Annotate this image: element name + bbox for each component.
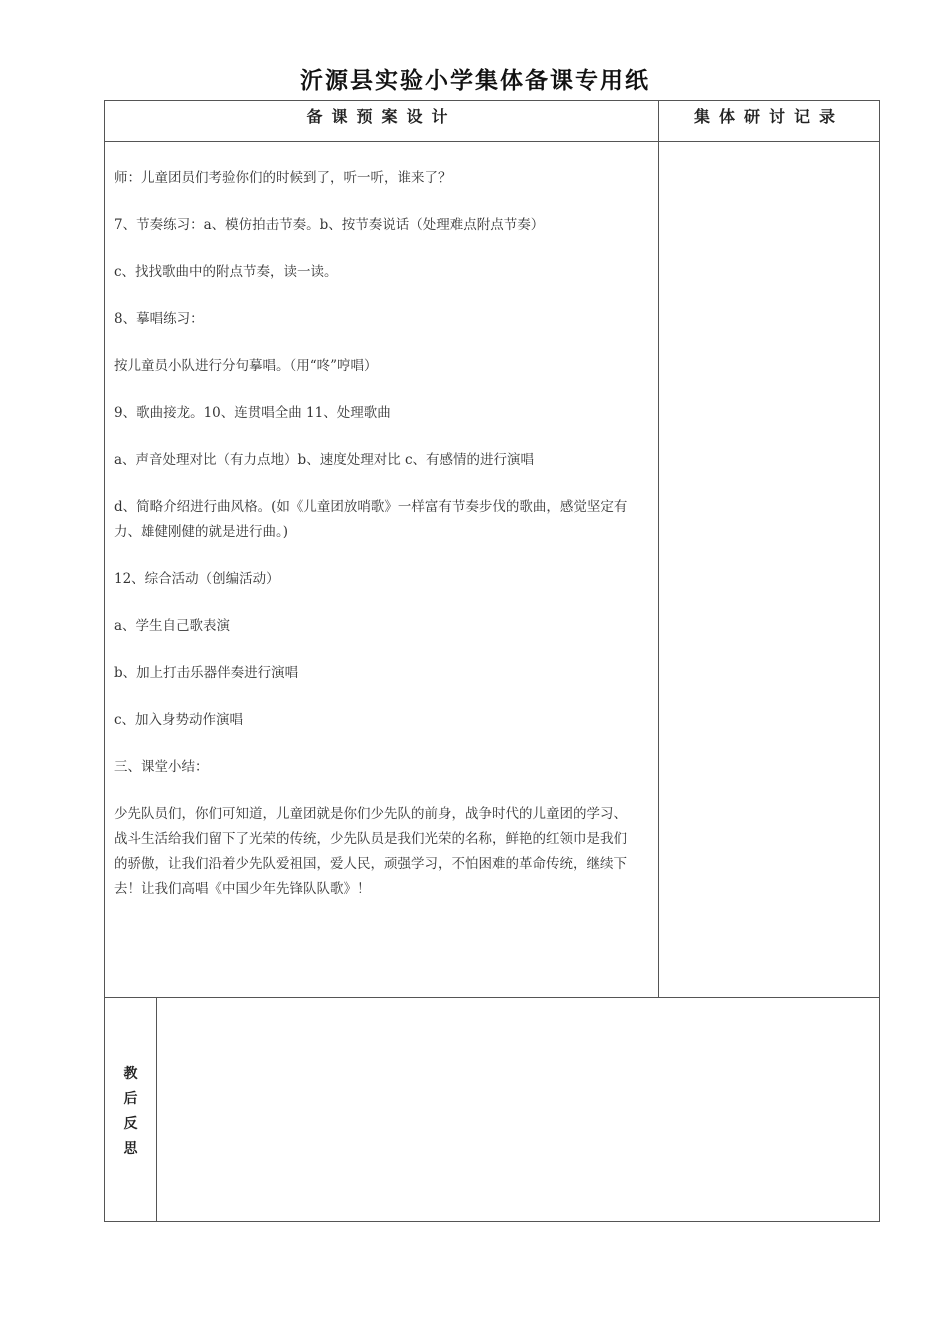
header-group-discussion-record: 集体研讨记录 — [693, 107, 844, 126]
content-paragraph: 按儿童员小队进行分句摹唱。（用“咚”哼唱） — [114, 358, 378, 374]
discussion-record-area — [659, 142, 879, 997]
content-paragraph: 师：儿童团员们考验你们的时候到了，听一听，谁来了？ — [114, 170, 452, 186]
content-paragraph: 三、课堂小结： — [114, 759, 209, 775]
content-paragraph: c、找找歌曲中的附点节奏，读一读。 — [114, 264, 338, 280]
lesson-plan-content — [114, 166, 630, 924]
content-paragraph: a、声音处理对比（有力点地）b、速度处理对比 c、有感情的进行演唱 — [114, 452, 535, 468]
content-paragraph: 7、节奏练习：a、模仿拍击节奏。b、按节奏说话（处理难点附点节奏） — [114, 217, 545, 233]
reflection-label-char: 教 — [123, 1066, 138, 1082]
reflection-label-char: 后 — [123, 1091, 138, 1107]
reflection-label-char: 思 — [123, 1141, 138, 1157]
reflection-label-char: 反 — [123, 1116, 138, 1132]
content-paragraph: 9、歌曲接龙。10、连贯唱全曲 11、处理歌曲 — [114, 405, 391, 421]
content-paragraph: 12、综合活动（创编活动） — [114, 571, 280, 587]
content-paragraph: 8、摹唱练习： — [114, 311, 204, 327]
content-paragraph: c、加入身势动作演唱 — [114, 712, 244, 728]
content-paragraph: 少先队员们，你们可知道，儿童团就是你们少先队的前身，战争时代的儿童团的学习、战斗生活给我们留下了光荣的传统，少先队员是我们光荣的名称，鲜艳的红领巾是我们的骄傲，让我们沿着少先队爱祖国，爱人民，顽强学习，不怕困难的革命传统，继续下去！让我们高唱《中国少年先锋队队歌》！ — [114, 806, 627, 897]
content-paragraph: b、加上打击乐器伴奏进行演唱 — [114, 665, 299, 681]
post-lesson-reflection-label — [105, 1062, 156, 1162]
reflection-content-area — [157, 998, 879, 1221]
content-paragraph: d、简略介绍进行曲风格。(如《儿童团放哨歌》一样富有节奏步伐的歌曲，感觉坚定有力、雄健刚健的就是进行曲。) — [114, 499, 628, 540]
content-paragraph: a、学生自己歌表演 — [114, 618, 231, 634]
page-title: 沂源县实验小学集体备课专用纸 — [300, 67, 650, 94]
header-lesson-plan-design: 备课预案设计 — [306, 107, 457, 126]
